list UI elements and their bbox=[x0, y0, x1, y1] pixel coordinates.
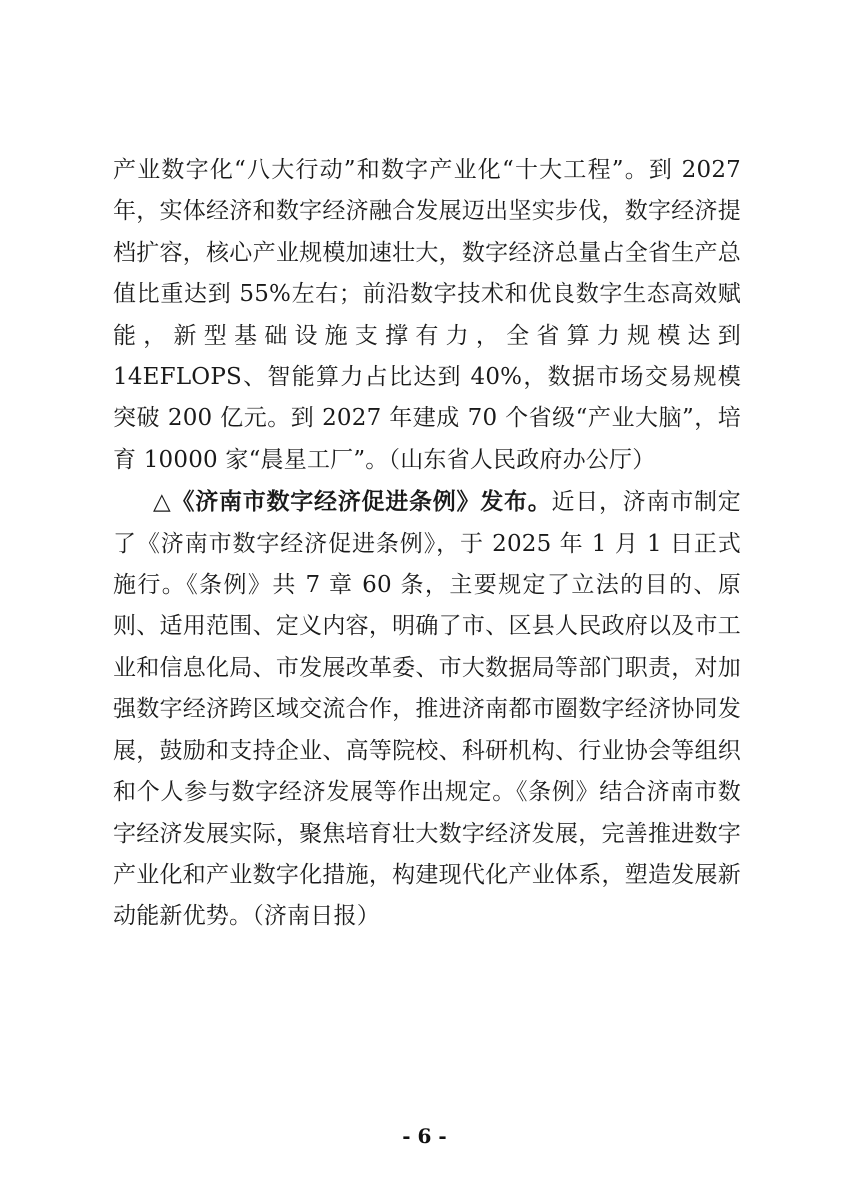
paragraph-jinan-regulation bbox=[113, 481, 741, 937]
document-body bbox=[113, 150, 741, 938]
paragraph-text: 产业数字化“八大行动”和数字产业化“十大工程”。到 2027 年，实体经济和数字经济融合发展迈出坚实步伐，数字经济提档扩容，核心产业规模加速壮大，数字经济总量占全省生产总值比重达到 55%左右；前沿数字技术和优良数字生态高效赋能，新型基础设施支撑有力，全省算力规模达到 14EFLOPS、智能算力占比达到 40%，数据市场交易规模突破 200 亿元。到 2027 年建成 70 个省级“产业大脑”，培育 10000 家“晨星工厂”。（山东省人民政府办公厅） bbox=[113, 157, 741, 473]
paragraph-heading: △《济南市数字经济促进条例》发布。 bbox=[153, 488, 552, 516]
paragraph-text: 近日，济南市制定了《济南市数字经济促进条例》，于 2025 年 1 月 1 日正式施行。《条例》共 7 章 60 条，主要规定了立法的目的、原则、适用范围、定义内容，明确了市、区县人民政府以及市工业和信息化局、市发展改革委、市大数据局等部门职责，对加强数字经济跨区域交流合作，推进济南都市圈数字经济协同发展，鼓励和支持企业、高等院校、科研机构、行业协会等组织和个人参与数字经济发展等作出规定。《条例》结合济南市数字经济发展实际，聚焦培育壮大数字经济发展，完善推进数字产业化和产业数字化措施，构建现代化产业体系，塑造发展新动能新优势。（济南日报） bbox=[113, 489, 741, 930]
page-number: - 6 - bbox=[402, 1124, 447, 1148]
paragraph-shandong-digital-economy bbox=[113, 150, 741, 481]
